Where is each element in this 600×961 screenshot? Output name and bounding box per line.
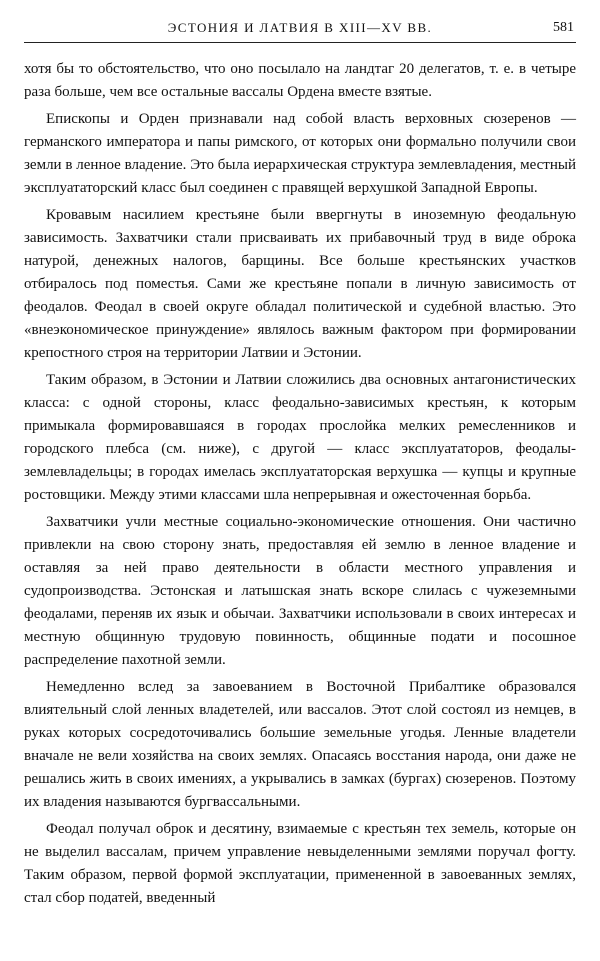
paragraph-continued: хотя бы то обстоятельство, что оно посылало на ландтаг 20 делегатов, т. е. в четыре раза больше, чем все остальные вассалы Ордена вместе взятые. <box>24 61 576 100</box>
running-header <box>24 16 576 40</box>
paragraph: Немедленно вслед за завоеванием в Восточной Прибалтике образовался влиятельный слой ленных владетелей, или вассалов. Этот слой состоял из немцев, в руках которых сосредоточивались большие земельные угодья. Ленные владетели вначале не вели хозяйства на своих землях. Опасаясь восстания народа, они даже не решались жить в своих имениях, а укрывались в замках (бургах) сюзеренов. Поэтому их владения называются бургвассальными. <box>24 679 576 810</box>
paragraph: Кровавым насилием крестьяне были ввергнуты в иноземную феодальную зависимость. Захватчики стали присваивать их прибавочный труд в виде оброка натурой, денежных налогов, барщины. Все больше крестьянских участков отбиралось под поместья. Сами же крестьяне попали в личную зависимость от феодалов. Феодал в своей округе обладал политической и судебной властью. Это «внеэкономическое принуждение» являлось важным фактором при формировании крепостного строя на территории Латвии и Эстонии. <box>24 207 576 361</box>
paragraph: Захватчики учли местные социально-экономические отношения. Они частично привлекли на свою сторону знать, предоставляя ей землю в ленное владение и оставляя за ней право деятельности в области местного управления и судопроизводства. Эстонская и латышская знать вскоре слилась с чужеземными феодалами, переняв их язык и обычаи. Захватчики использовали в своих интересах и местную общинную трудовую повинность, общинные подати и посошное распределение пахотной земли. <box>24 514 576 668</box>
running-title: ЭСТОНИЯ И ЛАТВИЯ В XIII—XV ВВ. <box>167 20 433 35</box>
paragraph: Феодал получал оброк и десятину, взимаемые с крестьян тех земель, которые он не выделил вассалам, причем управление невыделенными землями поручал фогту. Таким образом, первой формой эксплуатации, примененной в завоеванных землях, стал сбор податей, введенный <box>24 821 576 906</box>
paragraph: Епископы и Орден признавали над собой власть верховных сюзеренов — германского императора и папы римского, от которых они формально получили свои земли в ленное владение. Это была иерархическая структура землевладения, местный эксплуататорский класс был соединен с правящей верхушкой Западной Европы. <box>24 111 576 196</box>
body-text <box>24 58 576 914</box>
page-number: 581 <box>553 20 574 35</box>
paragraph: Таким образом, в Эстонии и Латвии сложились два основных антагонистических класса: с одной стороны, класс феодально-зависимых крестьян, к которым примыкала формировавшаяся в городах прослойка мелких ремесленников и городского плебса (см. ниже), с другой — класс эксплуататоров, феодалы-землевладельцы; в городах имелась эксплуататорская верхушка — купцы и крупные ростовщики. Между этими классами шла непрерывная и ожесточенная борьба. <box>24 372 576 503</box>
header-rule <box>24 42 576 43</box>
